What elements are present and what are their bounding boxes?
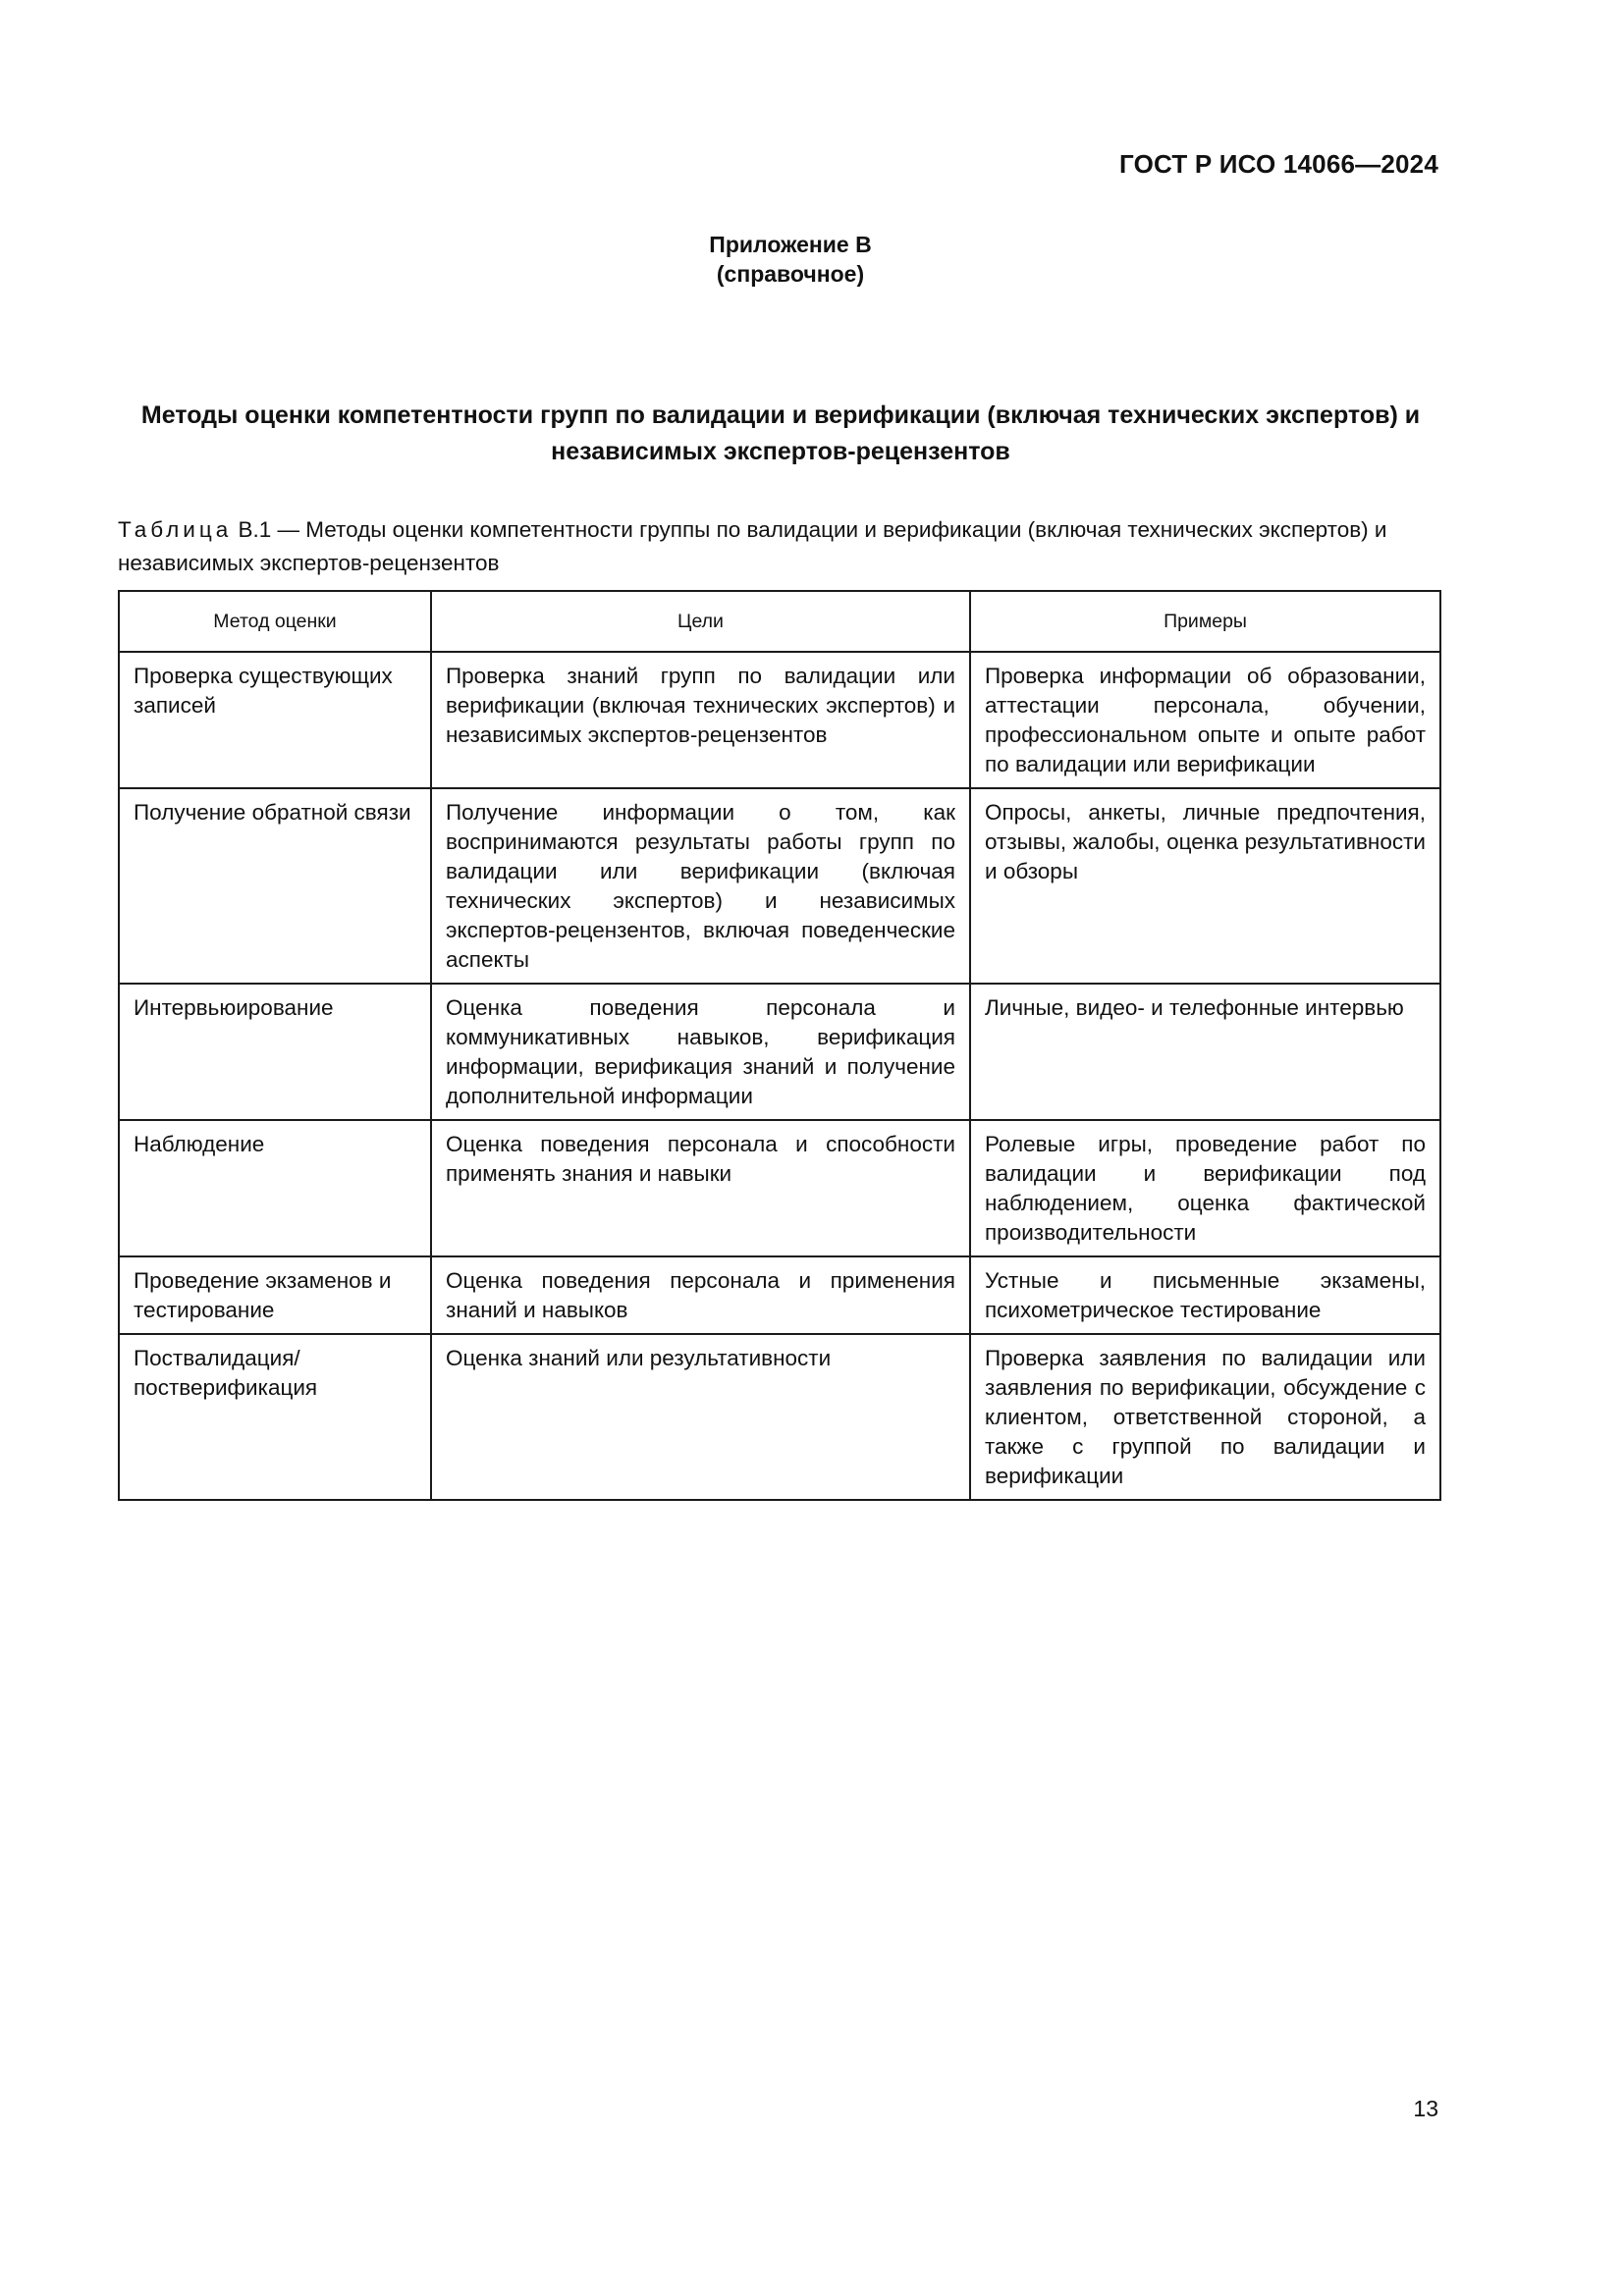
- table-row: [119, 984, 1440, 1120]
- annex-heading: [0, 230, 1581, 289]
- cell-example: Личные, видео- и телефонные интервью: [970, 984, 1440, 1120]
- cell-example: Проверка информации об образовании, аттестации персонала, обучении, профессиональном опыте и опыте работ по валидации или верификации: [970, 652, 1440, 788]
- table-caption: [118, 513, 1443, 580]
- table-caption-number: В.1: [238, 517, 272, 542]
- table-row: [119, 652, 1440, 788]
- cell-goal: Проверка знаний групп по валидации или верификации (включая технических экспертов) и независимых экспертов-рецензентов: [431, 652, 970, 788]
- annex-subtitle: (справочное): [716, 261, 865, 287]
- table-row: [119, 1256, 1440, 1334]
- table-header-row: [119, 591, 1440, 652]
- page-number: 13: [1413, 2096, 1438, 2121]
- cell-goal: Оценка знаний или результативности: [431, 1334, 970, 1500]
- cell-method: Наблюдение: [119, 1120, 431, 1256]
- cell-method: Интервьюирование: [119, 984, 431, 1120]
- cell-example: Проверка заявления по валидации или заявления по верификации, обсуждение с клиентом, ответственной стороной, а также с группой по валидации и верификации: [970, 1334, 1440, 1500]
- table-caption-label: Таблица: [118, 517, 233, 542]
- cell-method: Поствалидация/ постверификация: [119, 1334, 431, 1500]
- cell-method: Проведение экзаменов и тестирование: [119, 1256, 431, 1334]
- annex-title: Приложение В: [709, 232, 872, 257]
- header-goal: Цели: [431, 591, 970, 652]
- header-example: Примеры: [970, 591, 1440, 652]
- header-method: Метод оценки: [119, 591, 431, 652]
- cell-method: Получение обратной связи: [119, 788, 431, 984]
- cell-goal: Оценка поведения персонала и способности применять знания и навыки: [431, 1120, 970, 1256]
- table-caption-text: — Методы оценки компетентности группы по валидации и верификации (включая технических экспертов) и независимых экспертов-рецензентов: [118, 517, 1387, 575]
- table-row: [119, 1120, 1440, 1256]
- main-title: Методы оценки компетентности групп по валидации и верификации (включая технических экспертов) и независимых экспертов-рецензентов: [140, 401, 1421, 465]
- cell-example: Устные и письменные экзамены, психометрическое тестирование: [970, 1256, 1440, 1334]
- table-row: [119, 788, 1440, 984]
- cell-goal: Оценка поведения персонала и применения знаний и навыков: [431, 1256, 970, 1334]
- cell-method: Проверка существующих записей: [119, 652, 431, 788]
- cell-example: Опросы, анкеты, личные предпочтения, отзывы, жалобы, оценка результативности и обзоры: [970, 788, 1440, 984]
- cell-goal: Получение информации о том, как воспринимаются результаты работы групп по валидации или верификации (включая технических экспертов) и независимых экспертов-рецензентов, включая поведенческие аспекты: [431, 788, 970, 984]
- cell-example: Ролевые игры, проведение работ по валидации и верификации под наблюдением, оценка фактической производительности: [970, 1120, 1440, 1256]
- table-row: [119, 1334, 1440, 1500]
- methods-table: [118, 590, 1441, 1501]
- cell-goal: Оценка поведения персонала и коммуникативных навыков, верификация информации, верификация знаний и получение дополнительной информации: [431, 984, 970, 1120]
- standard-code: ГОСТ Р ИСО 14066—2024: [1118, 149, 1438, 179]
